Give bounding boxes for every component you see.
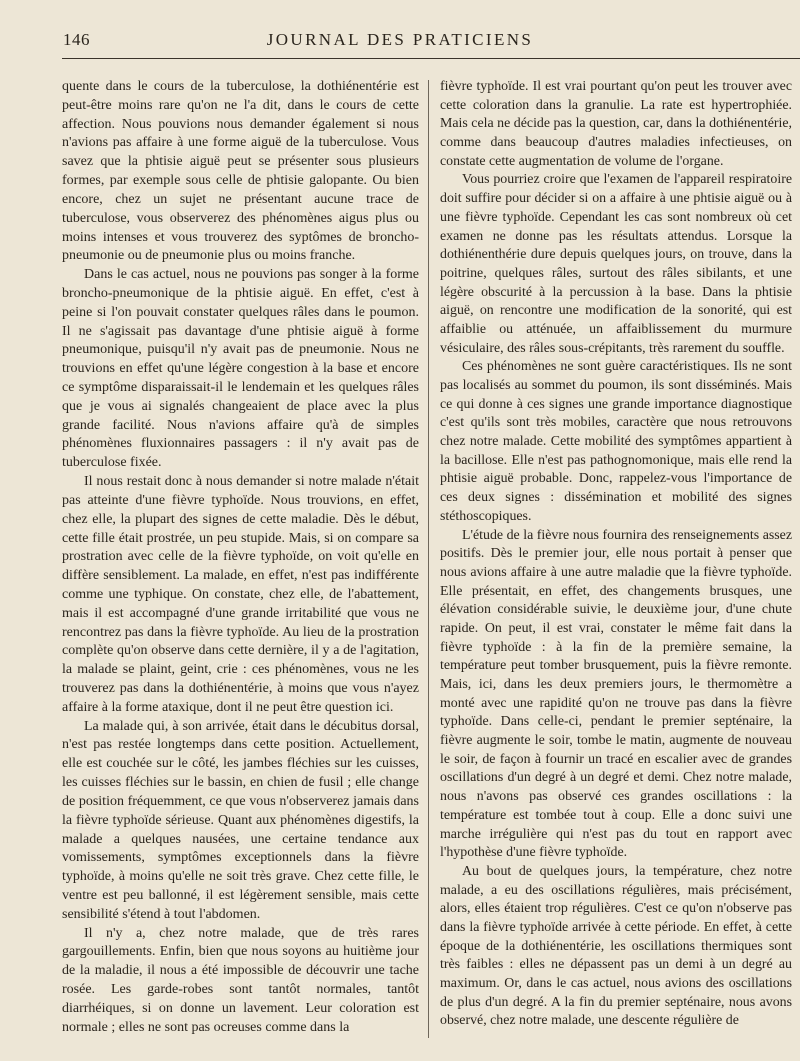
page-header <box>0 30 800 52</box>
column-divider <box>428 80 429 1038</box>
paragraph: Ces phénomènes ne sont guère caractéristiques. Ils ne sont pas localisés au sommet du poumon, ils sont disséminés. Mais ce qui donne à ces signes une grande importance diagnostique c'est qu'ils sont très mobiles, caractère que nous retrouvons chez notre malade. Cette mobilité des symptômes appartient à la bacillose. Elle n'est pas pathognomonique, mais elle rend la phtisie aiguë probable. Donc, rappelez-vous l'importance de ces deux signes : dissémination et mobilité des signes stéthoscopiques. <box>440 359 792 524</box>
paragraph: Il n'y a, chez notre malade, que de très rares gargouillements. Enfin, bien que nous soyons au huitième jour de la maladie, il nous a été impossible de découvrir une tache rosée. Les garde-robes sont tantôt normales, tantôt diarrhéiques, si on donne un lavement. Leur coloration est normale ; elles ne sont pas ocreuses comme dans la <box>62 925 419 1035</box>
running-title: JOURNAL DES PRATICIENS <box>266 30 534 49</box>
header-rule <box>62 58 800 59</box>
paragraph: L'étude de la fièvre nous fournira des renseignements assez positifs. Dès le premier jour, elle nous portait à penser que nous avions affaire à une autre maladie que la fièvre typhoïde. Elle présentait, en effet, des changements brusques, une élévation considérable suivie, le deuxième jour, d'une chute rapide. On peut, il est vrai, constater le même fait dans la fièvre typhoïde : à la fin de la première semaine, la température peut tomber brusquement, puis la fièvre remonte. Mais, ici, dans les deux premiers jours, le thermomètre a monté avec une rapidité qu'on ne trouve pas dans la fièvre typhoïde. Dans celle-ci, pendant le premier septénaire, la fièvre augmente le soir, tombe le matin, augmente de nouveau le soir, de façon à fournir un tracé en escalier avec de grandes oscillations d'un degré à un degré et demi. Chez notre malade, nous n'avons pas observé ces grandes oscillations : la température est tombée tout à coup. Elle a donc suivi une marche irrégulière qui n'est pas du tout en rapport avec l'hypothèse d'une fièvre typhoïde. <box>440 527 792 861</box>
paragraph: Dans le cas actuel, nous ne pouvions pas songer à la forme broncho-pneumonique de la phtisie aiguë. En effet, c'est à peine si l'on pouvait constater quelques râles dans le poumon. Il ne s'agissait pas davantage d'une phtisie aiguë à forme pneumonique, puisqu'il n'y avait pas de pneumonie. Nous ne trouvions en effet qu'une légère congestion à la base et encore ce symptôme disparaissait-il le lendemain et les quelques râles que je vous ai signalés changeaient de place avec la plus grande facilité. Nous n'avions affaire qu'à de simples phénomènes fluxionnaires passagers : il n'y avait pas de tuberculose fixée. <box>62 267 419 471</box>
paragraph: quente dans le cours de la tuberculose, la dothiénentérie est peut-être moins rare qu'on ne l'a dit, dans le cours de cette affection. Nous pouvions nous demander également si nous n'avions pas affaire à une forme aiguë de la tuberculose. Vous savez que la phtisie aiguë peut se présenter sous plusieurs formes, par exemple sous celle de phtisie galopante. Ou bien encore, chez un sujet ne présentant aucune trace de tuberculose, vous observerez des phénomènes aigus plus ou moins intenses et vous trouverez des syptômes de broncho-pneumonie ou de pneumonie plus ou moins franche. <box>62 79 419 264</box>
paragraph: fièvre typhoïde. Il est vrai pourtant qu'on peut les trouver avec cette coloration dans la granulie. La rate est hypertrophiée. Mais cela ne décide pas la question, car, dans la dothiénentérie, comme dans beaucoup d'autres maladies infectieuses, on constate cette augmentation de volume de l'organe. <box>440 79 792 169</box>
paragraph: Il nous restait donc à nous demander si notre malade n'était pas atteinte d'une fièvre typhoïde. Nous trouvions, en effet, chez elle, la plupart des signes de cette maladie. Dès le début, cette fille était prostrée, un peu stupide. Mais, si on compare sa prostration avec celle de la fièvre typhoïde, on voit qu'elle en diffère sensiblement. La malade, en effet, n'est pas indifférente comme une typhique. On constate, chez elle, de l'abattement, mais il est accompagné d'une grande irritabilité que vous ne rencontrez pas dans la fièvre typhoïde. Au lieu de la prostration complète qu'on observe dans cette dernière, il y a de l'agitation, la malade se plaint, geint, crie : ces phénomènes, vous ne les trouverez pas dans la dothiénentérie, à moins que vous n'ayez affaire à la forme ataxique, dont il ne peut être question ici. <box>62 474 419 715</box>
left-column <box>62 78 419 1037</box>
paragraph: La malade qui, à son arrivée, était dans le décubitus dorsal, n'est pas restée longtemps dans cette position. Actuellement, elle est couchée sur le côté, les jambes fléchies sur les cuisses, les cuisses fléchies sur le bassin, en chien de fusil ; elle change de position fréquemment, ce que vous n'observerez jamais dans la fièvre typhoïde sérieuse. Quant aux phénomènes digestifs, la malade a quelques nausées, une certaine tendance aux vomissements, symptômes exceptionnels dans la fièvre typhoïde, à moins qu'elle ne soit très grave. Chez cette fille, le ventre est peu ballonné, il est légèrement sensible, mais cette sensibilité s'étend à tout l'abdomen. <box>62 718 419 922</box>
paragraph: Vous pourriez croire que l'examen de l'appareil respiratoire doit suffire pour décider si on a affaire à une phtisie aiguë ou à une fièvre typhoïde. Cependant les cas sont nombreux où cet examen ne donne pas les résultats attendus. Lorsque la dothiénenthérie dure depuis quelques jours, on trouve, dans la poitrine, quelques râles, surtout des râles sibilants, et une légère obscurité à la percussion à la base. Dans la phtisie aiguë, on rencontre une modification de la sonorité, qui est affaiblie ou atténuée, un affaiblissement du murmure vésiculaire, des râles sous-crépitants, très rarement du souffle. <box>440 172 792 356</box>
page-number: 146 <box>63 30 90 49</box>
paragraph: Au bout de quelques jours, la température, chez notre malade, a eu des oscillations régulières, mais précisément, alors, elles étaient trop régulières. C'est ce qu'on n'observe pas dans la fièvre typhoïde arrivée à cette période. En effet, à cette époque de la dothiénentérie, les oscillations thermiques sont très faibles : elles ne dépassent pas un demi à un degré au maximum. Or, dans le cas actuel, nous avions des oscillations de plus d'un degré. A la fin du premier septénaire, nous avons observé, chez notre malade, une descente régulière de <box>440 863 792 1029</box>
right-column <box>440 78 792 1031</box>
